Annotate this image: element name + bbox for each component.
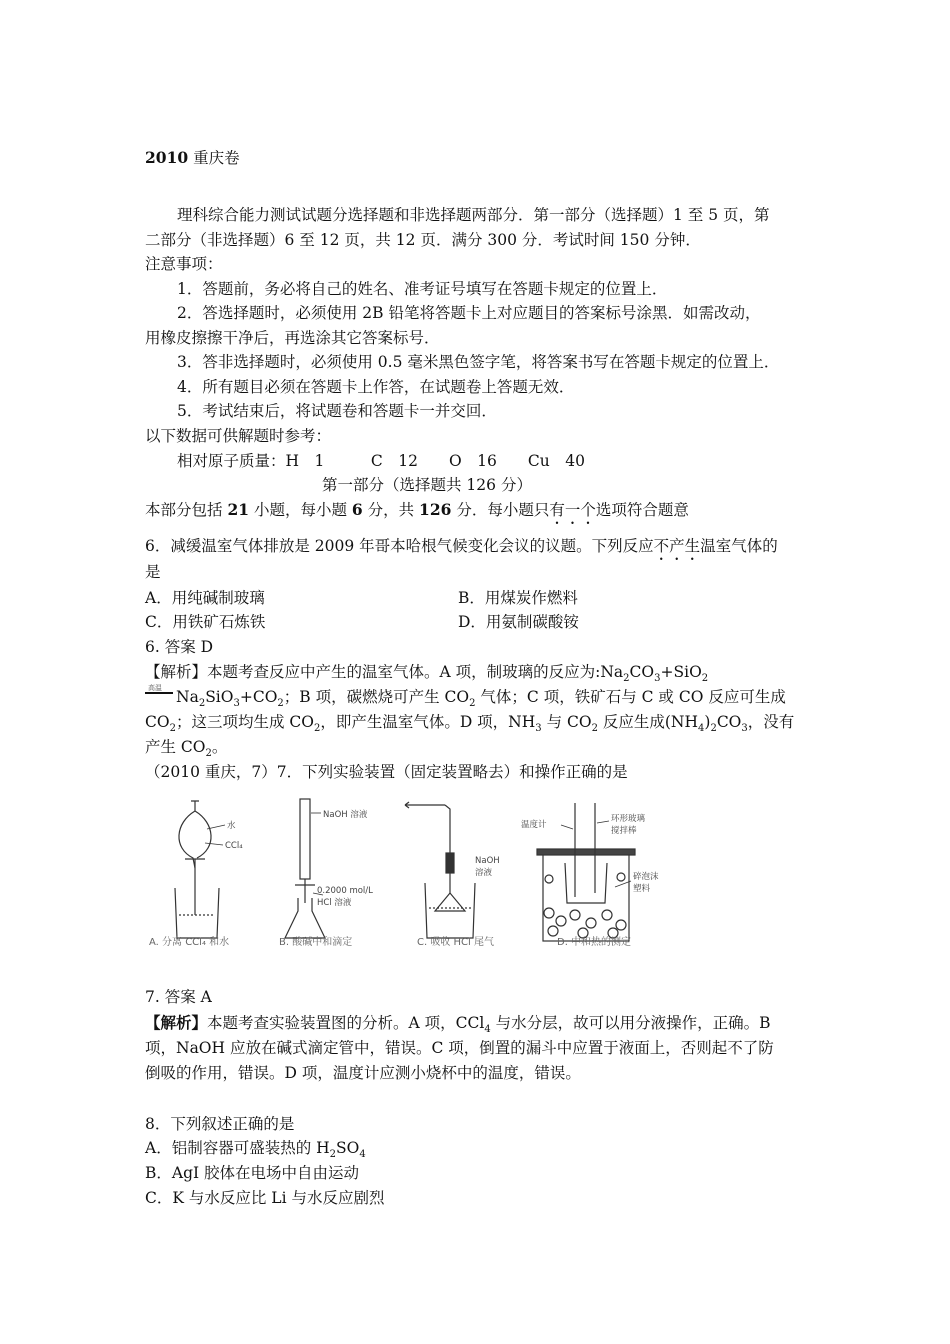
q6-option-c: C．用铁矿石炼铁 xyxy=(145,613,266,631)
q7-analysis-line-2: 项，NaOH 应放在碱式滴定管中，错误。C 项，倒置的漏斗中应置于液面上，否则起不了防 xyxy=(145,1039,774,1057)
q6-stem: 6．减缓温室气体排放是 2009 年哥本哈根气候变化会议的议题。下列反应不产生温室气体的 xyxy=(145,537,778,555)
caption-b: B. 酸碱中和滴定 xyxy=(279,937,353,948)
label-thermometer: 温度计 xyxy=(521,820,547,830)
intro-line-1: 理科综合能力测试试题分选择题和非选择题两部分．第一部分（选择题）1 至 5 页，第 xyxy=(177,206,770,224)
q6-option-d: D．用氨制碳酸铵 xyxy=(458,613,579,631)
label-stirring-rod: 搅拌棒 xyxy=(611,826,637,836)
note-item: 3．答非选择题时，必须使用 0.5 毫米黑色签字笔，将答案书写在答题卡规定的位置上． xyxy=(177,353,780,371)
label-ccl4: CCl₄ xyxy=(225,841,243,851)
label-plastic: 塑料 xyxy=(633,884,651,894)
label-foam: 碎泡沫 xyxy=(633,872,659,882)
q7-stem: （2010 重庆，7）7．下列实验装置（固定装置略去）和操作正确的是 xyxy=(145,763,628,781)
part1-description: 本部分包括 21 小题，每小题 6 分，共 126 分．每小题只有一个选项符合题意 xyxy=(145,500,689,519)
exam-header xyxy=(145,146,240,170)
note-item: 1．答题前，务必将自己的姓名、准考证号填写在答题卡规定的位置上． xyxy=(177,280,668,298)
exam-title: 重庆卷 xyxy=(193,149,240,167)
intro-line-2: 二部分（非选择题）6 至 12 页，共 12 页．满分 300 分．考试时间 150 分钟． xyxy=(145,231,701,249)
atomic-mass-line: 相对原子质量：H 1 C 12 O 16 Cu 40 xyxy=(177,452,585,470)
q8-stem: 8．下列叙述正确的是 xyxy=(145,1115,295,1133)
apparatus-a-separatory-funnel xyxy=(175,801,225,938)
exam-year: 2010 xyxy=(145,148,189,167)
reaction-arrow: 高温 xyxy=(145,692,173,704)
q7-analysis-line-3: 倒吸的作用，错误。D 项，温度计应测小烧杯中的温度，错误。 xyxy=(145,1064,581,1082)
note-item: 2．答选择题时，必须使用 2B 铅笔将答题卡上对应题目的答案标号涂黑．如需改动， xyxy=(177,304,761,322)
reference-heading: 以下数据可供解题时参考： xyxy=(145,427,332,445)
q6-analysis-line-4: 产生 $CO_2$。 xyxy=(145,738,228,759)
q7-answer: 7. 答案 A xyxy=(145,988,212,1006)
note-item: 5．考试结束后，将试题卷和答题卡一并交回． xyxy=(177,402,497,420)
q6-stem-end: 是 xyxy=(145,563,161,581)
apparatus-diagram xyxy=(145,793,660,953)
q8-option-c: C．K 与水反应比 Li 与水反应剧烈 xyxy=(145,1189,385,1207)
label-water: 水 xyxy=(227,821,236,831)
label-ring-glass: 环形玻璃 xyxy=(611,814,646,824)
part1-title: 第一部分（选择题共 126 分） xyxy=(322,476,532,494)
note-item: 4．所有题目必须在答题卡上作答，在试题卷上答题无效． xyxy=(177,378,575,396)
label-hcl-solution: HCl 溶液 xyxy=(317,898,352,908)
q6-option-a: A．用纯碱制玻璃 xyxy=(145,589,265,607)
label-naoh-solution: NaOH 溶液 xyxy=(323,810,368,820)
q6-analysis-line-1: 【解析】本题考查反应中产生的温室气体。A 项，制玻璃的反应为$:Na_2CO_3+SiO_2$ xyxy=(145,663,709,684)
q8-option-a: A．铝制容器可盛装热的 $H_2SO_4$ xyxy=(145,1139,366,1160)
q6-option-b: B．用煤炭作燃料 xyxy=(458,589,578,607)
q8-option-b: B．AgI 胶体在电场中自由运动 xyxy=(145,1164,360,1182)
q6-analysis-line-2: 高温 $Na_2SiO_3+CO_2$；B 项，碳燃烧可产生 $CO_2$ 气体；C 项，铁矿石与 C 或 CO 反应可生成 xyxy=(145,685,786,709)
note-item: 用橡皮擦擦干净后，再选涂其它答案标号． xyxy=(145,329,440,347)
q7-analysis-line-1: 【解析】本题考查实验装置图的分析。A 项，CCl$_4$ 与水分层，故可以用分液操作，正确。B xyxy=(145,1013,771,1035)
label-naoh: NaOH xyxy=(475,856,500,866)
apparatus-b-titration xyxy=(285,799,325,938)
notes-heading: 注意事项： xyxy=(145,255,223,273)
q6-answer: 6. 答案 D xyxy=(145,638,214,656)
label-hcl-concentration: 0.2000 mol/L xyxy=(317,886,373,896)
q6-analysis-line-3: $CO_2$；这三项均生成 $CO_2$，即产生温室气体。D 项，$NH_3$ 与 $CO_2$ 反应生成$(NH_4)_2CO_3$，没有 xyxy=(145,713,795,734)
caption-a: A. 分离 CCl₄ 和水 xyxy=(149,937,230,948)
apparatus-c-gas-absorption xyxy=(405,802,475,938)
q7-apparatus-figure xyxy=(145,793,660,953)
label-solution: 溶液 xyxy=(475,868,493,878)
caption-c: C. 吸收 HCl 尾气 xyxy=(417,937,494,948)
caption-d: D. 中和热的测定 xyxy=(557,937,632,948)
